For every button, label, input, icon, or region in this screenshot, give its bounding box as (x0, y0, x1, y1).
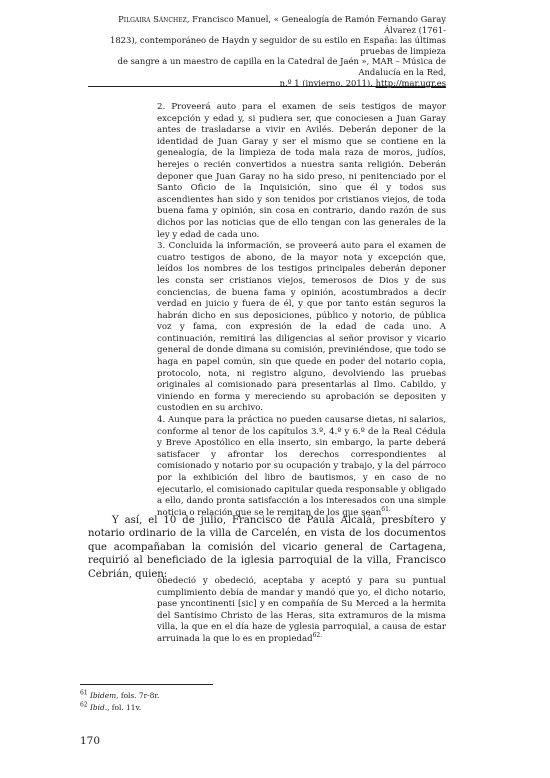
journal-link[interactable]: http://mar.ugr.es (375, 77, 446, 88)
body-paragraph (88, 514, 446, 581)
header-line-1: , Francisco Manuel, « Genealogía de Ramón Fernando Garay Álvarez (1761- (186, 14, 446, 35)
footnote-number: 62 (80, 701, 88, 709)
running-header (88, 14, 446, 88)
header-line-2: 1823), contemporáneo de Haydn y seguidor de su estilo en España: las últimas pruebas de limpieza (110, 35, 446, 56)
quote-notary-paragraph (157, 576, 446, 646)
quote-paragraph-4 (157, 415, 446, 519)
footnote-61 (80, 690, 159, 702)
quote-paragraph-3: 3. Concluida la información, se proveerá auto para el examen de cuatro testigos de abono, de la mayor nota y excepción que, leídos los nombres de los testigos principales deberán deponer les consta ser cristianos viejos, temerosos de Dios y de sus conciencias, de buena fama y opinión, acostumbrados a decir verdad en juicio y fuera de él, y que por tanto están seguros la habrán dicho en sus deposiciones, público y notorio, de pública voz y fama, con expresión de la edad de cada uno. A continuación, remitirá las diligencias al señor provisor y vicario general de donde dimana su comisión, previniéndose, que todo se haga en papel común, sin que quede en poder del notario copia, protocolo, nota, ni registro alguno, devolviendo las pruebas originales al comisionado para presentarlas al Ilmo. Cabildo, y viniendo en forma y mereciendo su aprobación se depositen y custodien en su archivo. (157, 241, 446, 414)
footnote-ref-62[interactable]: 62. (312, 632, 323, 640)
header-issue: n.º 1 (invierno, 2011), (279, 77, 376, 88)
page-number: 170 (80, 735, 101, 747)
footnote-number: 61 (80, 689, 88, 697)
quote-paragraph-4-text: 4. Aunque para la práctica no pueden causarse dietas, ni salarios, conforme al tenor de los capítulos 3.º, 4.º y 6.º de la Real Cédula y Breve Apostólico en ella inserto, sin embargo, la parte deberá satisfacer y afrontar los derechos correspondientes al comisionado y notario por su ocupación y trabajo, y la del párroco por la exhibición del libro de bautismos, y en caso de no ejecutarlo, el comisionado capitular queda responsable y obligado a ello, dando pronta satisfacción a los interesados con una simple noticia o relación que se le remitan de los que sean (157, 415, 446, 518)
footnotes (80, 690, 159, 714)
block-quote-notary (157, 576, 446, 646)
header-divider (88, 86, 446, 87)
footnote-text: , fol. 11v. (107, 703, 142, 712)
footnote-62 (80, 702, 159, 714)
quote-notary-text: obedeció y obedeció, aceptaba y aceptó y para su puntual cumplimiento debía de mandar y mandó que yo, el dicho notario, pase yncontinenti [sic] y en compañía de Su Merced a la hermita del Santísimo Christo de las Heras, sita extramuros de la misma villa, la que en el día haze de yglesia parroquial, a causa de estar arruinada la que lo es en propiedad (157, 576, 446, 644)
footnote-italic: Ibid. (90, 703, 108, 712)
footnote-italic: Ibidem (90, 691, 117, 700)
footnote-text: , fols. 7r-8r. (116, 691, 160, 700)
header-author: Pilgaira Sánchez (118, 14, 187, 24)
body-paragraph-text: Y así, el 10 de julio, Francisco de Paula Alcalá, presbítero y notario ordinario de la villa de Carcelén, en vista de los documentos que acompañaban la comisión del vicario general de Cartagena, requirió al beneficiado de la iglesia parroquial de la villa, Francisco Cebrián, quien: (88, 515, 446, 580)
quote-paragraph-2: 2. Proveerá auto para el examen de seis testigos de mayor excepción y edad y, si pudiera ser, que conociesen a Juan Garay antes de trasladarse a vivir en Avilés. Deberán deponer de la identidad de Juan Garay y ser el mismo que se contiene en la genealogía, de la limpieza de toda mala raza de moros, judíos, herejes o recién convertidos a nuestra santa religión. Deberán deponer que Juan Garay no ha sido preso, ni penitenciado por el Santo Oficio de la Inquisición, sino que él y todos sus ascendientes han sido y son tenidos por cristianos viejos, de toda buena fama y opinión, sin cosa en contrario, dando razón de sus dichos por las noticias que de ello tengan con las generales de la ley y edad de cada uno. (157, 102, 446, 240)
block-quote-instructions (157, 102, 446, 519)
footnote-ref-61[interactable]: 61. (381, 505, 391, 513)
footnote-divider (80, 684, 213, 685)
header-line-3: de sangre a un maestro de capilla en la Catedral de Jaén », MAR – Música de Andalucía en la Red, (117, 56, 446, 77)
